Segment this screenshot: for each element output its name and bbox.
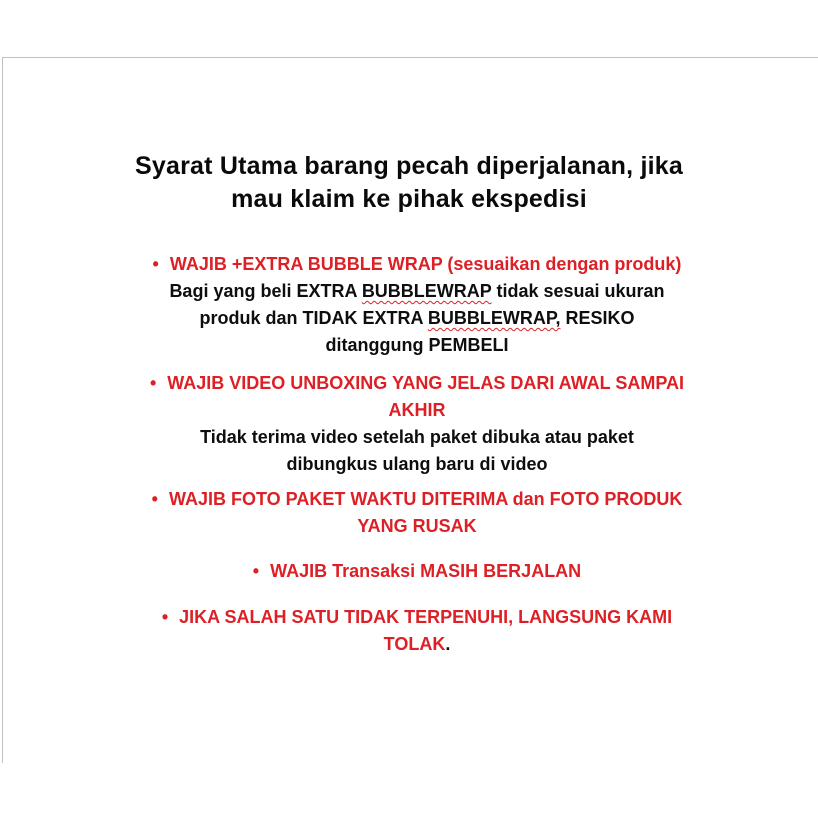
- bullet-icon: •: [151, 489, 158, 509]
- misspelled-word-underline: BUBBLEWRAP,: [427, 308, 561, 328]
- bullet-icon: •: [252, 561, 260, 581]
- rule-heading-text: WAJIB Transaksi MASIH BERJALAN: [270, 561, 582, 581]
- page-title: [0, 150, 818, 216]
- rule-heading: [16, 486, 818, 513]
- rule-langsung-tolak: [16, 604, 818, 658]
- rule-note-line: Tidak terima video setelah paket dibuka atau paket: [200, 427, 634, 447]
- rule-note-line: [16, 305, 818, 332]
- note-text: tidak sesuai ukuran: [491, 281, 665, 301]
- title-line-2: mau klaim ke pihak ekspedisi: [231, 185, 587, 213]
- rule-heading-continued: YANG RUSAK: [357, 516, 477, 536]
- rule-heading: [16, 604, 818, 631]
- frame-top-border: [2, 57, 818, 58]
- rule-foto-paket: [16, 486, 818, 540]
- rule-heading-text: WAJIB +EXTRA BUBBLE WRAP (sesuaikan dengan produk): [169, 254, 682, 274]
- note-text: RESIKO: [560, 308, 635, 328]
- bullet-icon: •: [161, 607, 169, 627]
- rule-heading: [16, 370, 818, 397]
- rule-heading-continued: [16, 631, 818, 658]
- misspelled-word-underline: BUBBLEWRAP: [361, 281, 492, 301]
- sentence-period: .: [445, 634, 451, 654]
- rule-video-unboxing: [16, 370, 818, 478]
- rule-note-line: dibungkus ulang baru di video: [286, 454, 548, 474]
- rule-heading: [16, 558, 818, 585]
- rule-extra-bubble-wrap: [16, 251, 818, 359]
- rule-heading-text: WAJIB FOTO PAKET WAKTU DITERIMA dan FOTO PRODUK: [168, 489, 683, 509]
- note-text: Bagi yang beli EXTRA: [169, 281, 362, 301]
- rule-transaksi-berjalan: [16, 558, 818, 585]
- rule-heading-text: TOLAK: [383, 634, 446, 654]
- rule-heading-text: JIKA SALAH SATU TIDAK TERPENUHI, LANGSUNG KAMI: [179, 607, 673, 627]
- rule-heading-text: WAJIB VIDEO UNBOXING YANG JELAS DARI AWAL SAMPAI: [167, 373, 685, 393]
- rule-note-line: [16, 278, 818, 305]
- bullet-icon: •: [149, 373, 157, 393]
- rule-heading-continued: AKHIR: [388, 400, 446, 420]
- rule-heading: [16, 251, 818, 278]
- title-line-1: Syarat Utama barang pecah diperjalanan, jika: [135, 152, 683, 180]
- note-text: produk dan TIDAK EXTRA: [199, 308, 428, 328]
- bullet-icon: •: [152, 254, 159, 274]
- rule-note-line: ditanggung PEMBELI: [325, 335, 509, 355]
